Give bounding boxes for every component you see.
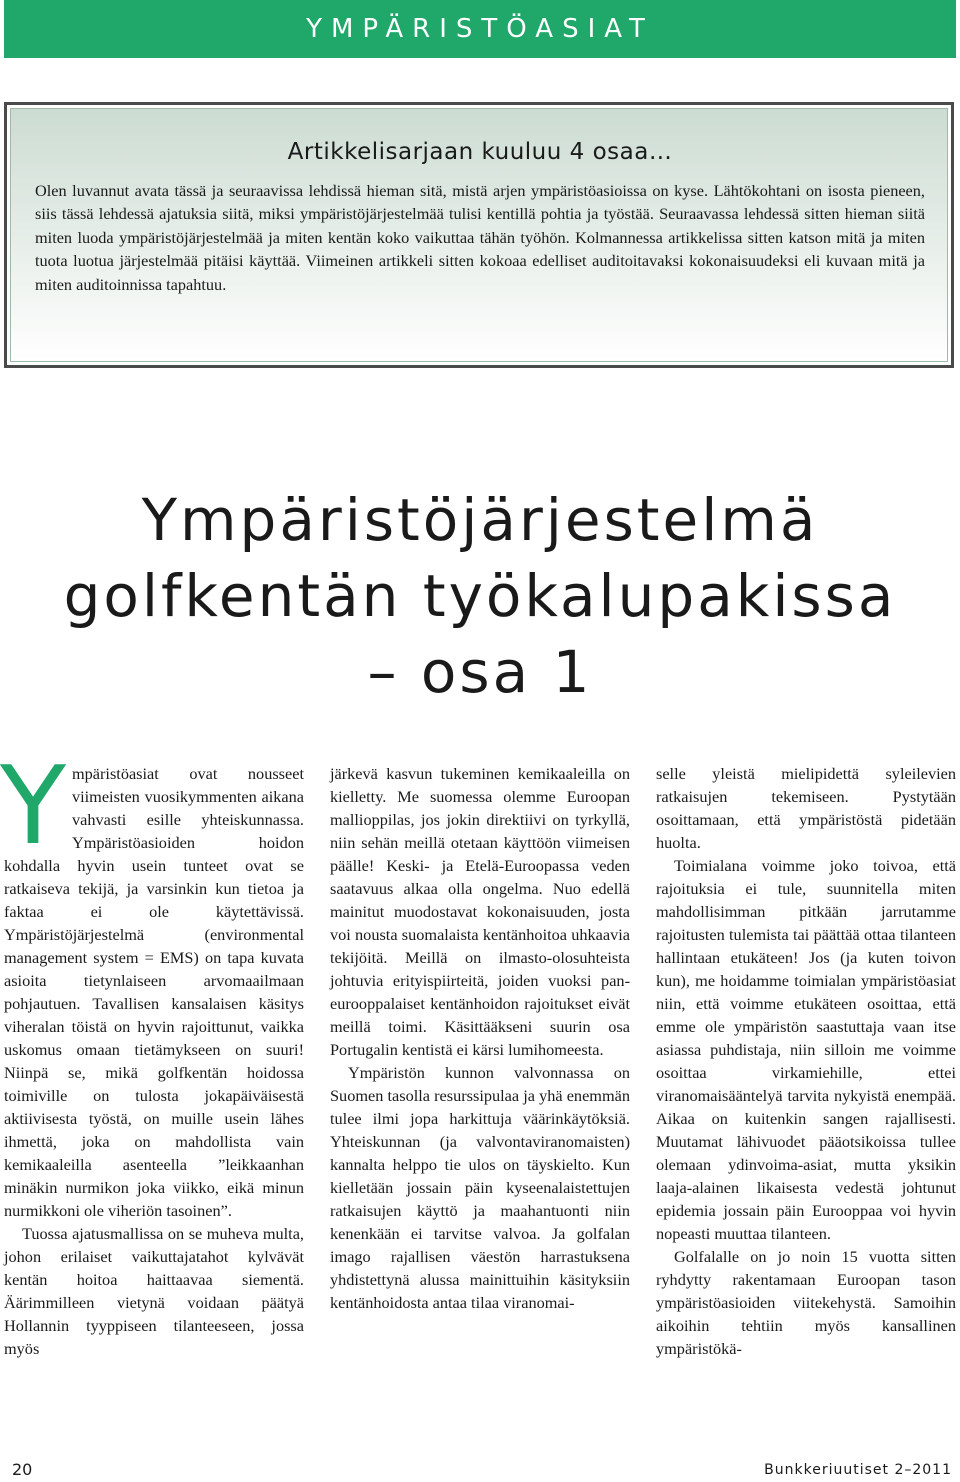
page-number: 20 [12, 1460, 33, 1479]
article-column-1 [0, 744, 304, 1360]
article-headline [0, 482, 960, 710]
paragraph: Golfalalle on jo noin 15 vuotta sitten ryhdytty rakentamaan Euroopan tason ympäristöasioiden viitekehystä. Samoihin aikoihin tehtiin myös kansallinen ympäristökä- [656, 1247, 956, 1358]
intro-title: Artikkelisarjaan kuuluu 4 osaa… [287, 139, 673, 165]
paragraph: Toimialana voimme joko toivoa, että rajoituksia ei tule, suunnitella miten mahdollisimman pitkään jarrutamme rajoitusten tulemista tai päättää ottaa tilanteen hallintaan etukäteen! Jos (ja kuten toivon kun), me hoidamme toimialan ympäristöasiat niin, että voimme etukäteen osoittaa, että emme ole ympäristön saastuttaja vaan itse asiassa puhdistaja, niin silloin me voimme osoittaa virkamiehille, ettei viranomaisääntelyä tarvita nykyistä enempää. Aikaa on kuitenkin sangen rajallisesti. Muutamat lähivuodet pääotsikoissa tullee olemaan ydinvoima-asiat, mutta yksikin laaja-alainen likaisesta vedestä johtunut epidemia jossain päin Eurooppaa voi hyvin nopeasti muuttaa tilanteen. [656, 856, 956, 1243]
publication-name: Bunkkeriuutiset 2–2011 [764, 1462, 952, 1478]
intro-text: Olen luvannut avata tässä ja seuraavissa lehdissä hieman sitä, mistä arjen ympäristöasioissa on kyse. Lähtökohtani on isosta pieneen, siis tässä lehdessä ajatuksia siitä, miksi ympäristöjärjestelmää tulisi kentillä pohtia ja työstää. Seuraavassa lehdessä sitten hieman siitä miten luoda ympäristöjärjestelmää ja miten kentän koko vaikuttaa tähän työhön. Kolmannessa artikkelissa sitten katson mitä ja miten tuota luotua järjestelmää pitäisi käyttää. Viimeinen artikkeli sitten kokoaa edelliset auditoitavaksi kokonaisuudeksi eli kuvaan mitä ja miten auditoinnissa tapahtuu. [35, 181, 925, 294]
headline-line-1: Ympäristöjärjestelmä [141, 486, 819, 554]
drop-cap: Y [0, 744, 66, 869]
article-column-3 [656, 762, 956, 1360]
headline-line-2: golfkentän työkalupakissa [63, 562, 897, 630]
paragraph: selle yleistä mielipidettä syleilevien ratkaisujen tekemiseen. Pystytään osoittamaan, että ympäristöstä pidetään huolta. [656, 764, 956, 852]
paragraph: Ympäristön kunnon valvonnassa on Suomen tasolla resurssipulaa ja yhä enemmän tulee ilmi jopa harkittuja väärinkäytöksiä. Yhteiskunnan (ja valvontaviranomaisten) kannalta helppo tie ulos on täyskielto. Kun kielletään jossain päin kyseenalaistettujen ratkaisujen käyttö ja maahantuonti niin kenenkään ei tarvitse valvoa. Ja golfalan imago rajallisen väestön harrastuksena yhdistettynä alussa mainittuihin käsityksiin kentänhoidosta antaa tilaa viranomai- [330, 1063, 630, 1312]
intro-box [4, 102, 954, 368]
section-title: YMPÄRISTÖASIAT [306, 14, 654, 44]
section-header-bar [4, 0, 956, 58]
paragraph-text: mpäristöasiat ovat nousseet viimeisten vuosikymmenten aikana vahvasti esille yhteiskunnassa. Ympäristöasioiden hoidon kohdalla hyvin usein tunteet ovat se ratkaiseva tekijä, ja varsinkin kun tietoa ja faktaa ei ole käytettävissä. Ympäristöjärjestelmä (environmental management system = EMS) on tapa kuvata asioita tietynlaiseen arvomaailmaan pohjautuen. Tavallisen kansalaisen käsitys viheralan töistä on hyvin rajoittunut, vaikka uskomus omaan tietämykseen on suuri! Niinpä se, mikä golfkentän hoidossa toimiville on tulosta jokapäiväisestä aktiivisesta työstä, on muille usein lähes ihmettä, joka on mahdollista vain kemikaaleilla asenteella ”leikkaanhan minäkin nurmikon joka viikko, eikä minun nurmikkoni ole viheriön tasoinen”. [4, 764, 304, 1220]
article-column-2 [330, 762, 630, 1314]
intro-box-inner [10, 108, 948, 362]
headline-line-3: – osa 1 [367, 638, 593, 706]
paragraph: Tuossa ajatusmallissa on se muheva multa, johon erilaiset vaikuttajatahot kylvävät kentän hoitoa haittaavaa siementä. Äärimmilleen vietynä voidaan päätyä Hollannin tyyppiseen tilanteeseen, jossa myös [4, 1224, 304, 1358]
paragraph: järkevä kasvun tukeminen kemikaaleilla on kielletty. Me suomessa olemme Euroopan mallioppilas, jos jokin direktiivi on tyrkyllä, niin sehän meillä otetaan käyttöön viimeisen päälle! Keski- ja Etelä-Euroopassa veden saatavuus alkaa olla ongelma. Nuo edellä mainitut muodostavat kokonaisuuden, josta voi nousta suomalaista kentänhoitoa uhkaavia tekijöitä. Meillä on ilmasto-olosuhteista johtuvia erityispiirteitä, joiden vuoksi pan-eurooppalaiset kentänhoidon rajoitukset eivät meillä toimi. Käsittääkseni suurin osa Portugalin kentistä ei kärsi lumihomeesta. [330, 764, 630, 1059]
paragraph [0, 744, 304, 1222]
